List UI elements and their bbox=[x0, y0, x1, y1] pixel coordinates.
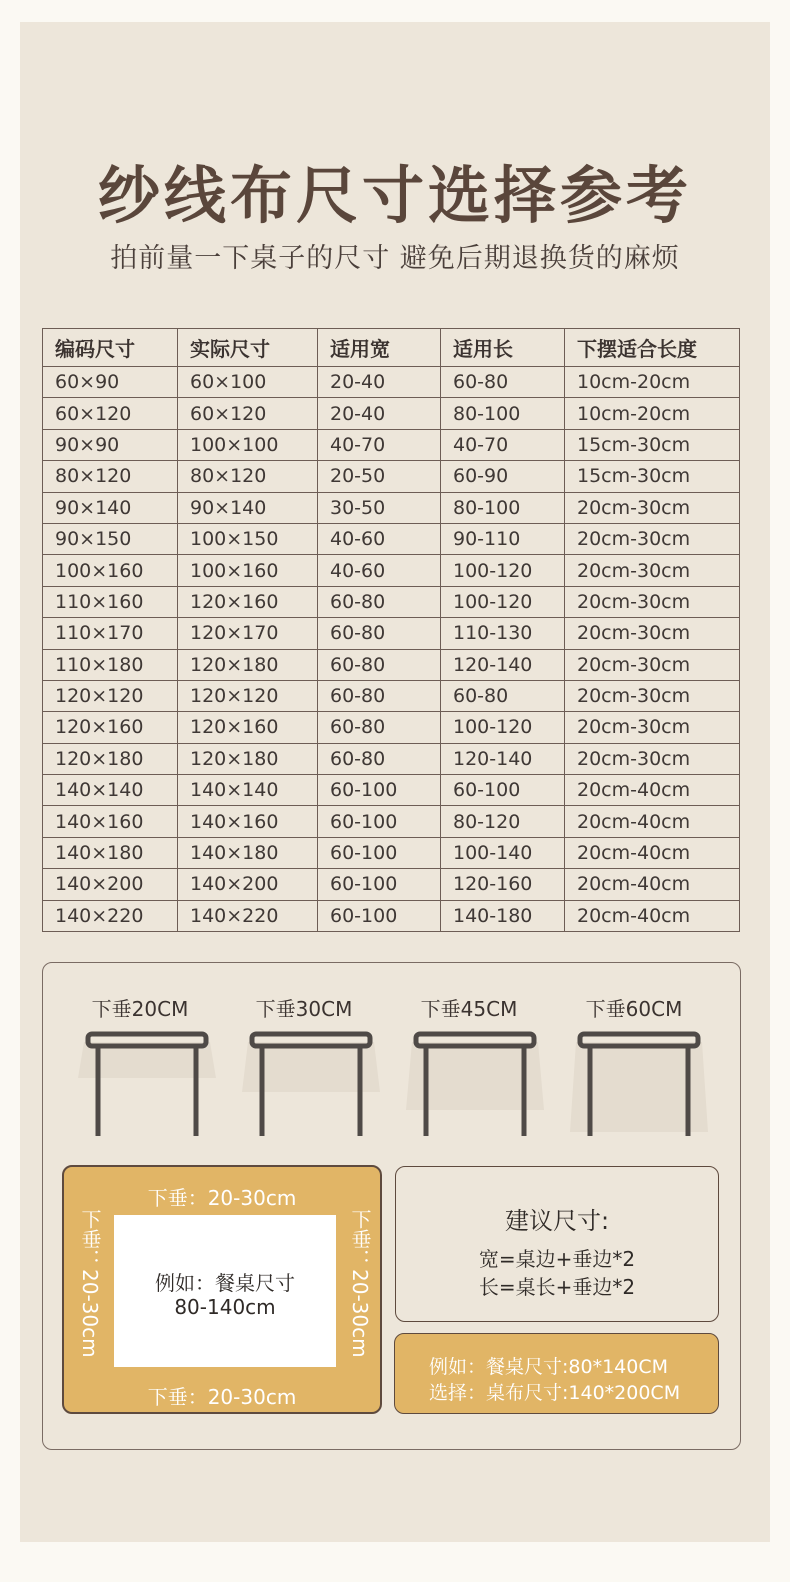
header-actual-size: 实际尺寸 bbox=[178, 329, 318, 367]
table-top-area bbox=[114, 1215, 336, 1367]
cell-code-size: 140×200 bbox=[43, 869, 178, 900]
size-table bbox=[42, 328, 740, 932]
cell-fit-width: 60-80 bbox=[318, 649, 441, 680]
cell-code-size: 90×90 bbox=[43, 429, 178, 460]
cell-actual-size: 120×160 bbox=[178, 712, 318, 743]
cell-code-size: 110×170 bbox=[43, 618, 178, 649]
table-row bbox=[43, 806, 740, 837]
cell-fit-length: 80-100 bbox=[441, 492, 565, 523]
example-selection-box bbox=[394, 1333, 719, 1414]
page-subtitle: 拍前量一下桌子的尺寸 避免后期退换货的麻烦 bbox=[110, 243, 680, 274]
suggested-size-box bbox=[395, 1166, 719, 1322]
cell-hem-length: 10cm-20cm bbox=[565, 367, 740, 398]
drop-label-45: 下垂45CM bbox=[420, 997, 518, 1021]
cell-actual-size: 100×160 bbox=[178, 555, 318, 586]
cell-fit-width: 60-80 bbox=[318, 586, 441, 617]
table-row bbox=[43, 837, 740, 868]
cell-code-size: 80×120 bbox=[43, 461, 178, 492]
header-hem-length: 下摆适合长度 bbox=[565, 329, 740, 367]
cell-actual-size: 60×120 bbox=[178, 398, 318, 429]
table-row bbox=[43, 775, 740, 806]
cell-hem-length: 20cm-30cm bbox=[565, 523, 740, 554]
table-row bbox=[43, 398, 740, 429]
cell-fit-length: 60-100 bbox=[441, 775, 565, 806]
drop-label-20: 下垂20CM bbox=[91, 997, 189, 1021]
cell-hem-length: 20cm-30cm bbox=[565, 555, 740, 586]
cell-fit-length: 120-140 bbox=[441, 743, 565, 774]
cell-hem-length: 10cm-20cm bbox=[565, 398, 740, 429]
cell-hem-length: 20cm-30cm bbox=[565, 680, 740, 711]
cell-fit-width: 60-80 bbox=[318, 712, 441, 743]
cell-fit-width: 60-100 bbox=[318, 900, 441, 931]
cell-code-size: 120×120 bbox=[43, 680, 178, 711]
table-row bbox=[43, 649, 740, 680]
header-fit-length: 适用长 bbox=[441, 329, 565, 367]
cell-hem-length: 20cm-40cm bbox=[565, 806, 740, 837]
table-drop-30-icon bbox=[242, 1028, 382, 1140]
table-row bbox=[43, 492, 740, 523]
suggestion-length-formula: 长=桌长+垂边*2 bbox=[478, 1275, 636, 1299]
drop-label-60: 下垂60CM bbox=[585, 997, 683, 1021]
cell-hem-length: 20cm-30cm bbox=[565, 586, 740, 617]
cell-hem-length: 20cm-30cm bbox=[565, 492, 740, 523]
table-row bbox=[43, 367, 740, 398]
cell-fit-length: 100-120 bbox=[441, 712, 565, 743]
cell-fit-length: 110-130 bbox=[441, 618, 565, 649]
cell-hem-length: 20cm-30cm bbox=[565, 743, 740, 774]
cell-hem-length: 20cm-40cm bbox=[565, 900, 740, 931]
cell-actual-size: 120×180 bbox=[178, 743, 318, 774]
cell-actual-size: 120×160 bbox=[178, 586, 318, 617]
cell-fit-width: 20-50 bbox=[318, 461, 441, 492]
cell-fit-length: 60-80 bbox=[441, 367, 565, 398]
cell-fit-length: 120-140 bbox=[441, 649, 565, 680]
tablecloth-example-diagram bbox=[62, 1165, 382, 1414]
cell-fit-width: 40-70 bbox=[318, 429, 441, 460]
cell-code-size: 110×180 bbox=[43, 649, 178, 680]
cell-hem-length: 15cm-30cm bbox=[565, 461, 740, 492]
cell-actual-size: 60×100 bbox=[178, 367, 318, 398]
table-row bbox=[43, 869, 740, 900]
table-row bbox=[43, 680, 740, 711]
cell-fit-width: 60-80 bbox=[318, 680, 441, 711]
suggestion-title: 建议尺寸: bbox=[504, 1207, 610, 1235]
cell-code-size: 140×160 bbox=[43, 806, 178, 837]
drop-label-30: 下垂30CM bbox=[255, 997, 353, 1021]
cell-code-size: 140×220 bbox=[43, 900, 178, 931]
table-drop-60-icon bbox=[570, 1028, 710, 1140]
cell-fit-length: 100-120 bbox=[441, 586, 565, 617]
cell-fit-width: 40-60 bbox=[318, 555, 441, 586]
suggestion-width-formula: 宽=桌边+垂边*2 bbox=[478, 1247, 636, 1271]
cell-hem-length: 15cm-30cm bbox=[565, 429, 740, 460]
cell-code-size: 90×150 bbox=[43, 523, 178, 554]
cell-fit-width: 60-100 bbox=[318, 806, 441, 837]
table-body bbox=[43, 367, 740, 932]
cell-fit-length: 80-120 bbox=[441, 806, 565, 837]
cell-hem-length: 20cm-40cm bbox=[565, 775, 740, 806]
table-row bbox=[43, 586, 740, 617]
header-fit-width: 适用宽 bbox=[318, 329, 441, 367]
cell-fit-length: 140-180 bbox=[441, 900, 565, 931]
example-center-line1: 例如：餐桌尺寸 bbox=[155, 1271, 295, 1295]
table-drop-20-icon bbox=[78, 1028, 218, 1140]
cell-fit-length: 120-160 bbox=[441, 869, 565, 900]
drop-label-right: 下垂：20-30cm bbox=[348, 1209, 372, 1358]
cell-hem-length: 20cm-40cm bbox=[565, 837, 740, 868]
table-header-row bbox=[43, 329, 740, 367]
cell-actual-size: 100×150 bbox=[178, 523, 318, 554]
cell-code-size: 90×140 bbox=[43, 492, 178, 523]
cell-fit-width: 60-100 bbox=[318, 869, 441, 900]
cell-actual-size: 100×100 bbox=[178, 429, 318, 460]
cell-actual-size: 140×200 bbox=[178, 869, 318, 900]
cell-fit-width: 60-100 bbox=[318, 775, 441, 806]
cell-code-size: 60×120 bbox=[43, 398, 178, 429]
cell-fit-length: 80-100 bbox=[441, 398, 565, 429]
cell-fit-length: 100-140 bbox=[441, 837, 565, 868]
page-title: 纱线布尺寸选择参考 bbox=[97, 159, 692, 232]
table-row bbox=[43, 743, 740, 774]
cell-fit-width: 60-80 bbox=[318, 743, 441, 774]
cell-code-size: 140×180 bbox=[43, 837, 178, 868]
cell-fit-width: 60-100 bbox=[318, 837, 441, 868]
cell-actual-size: 80×120 bbox=[178, 461, 318, 492]
cell-code-size: 60×90 bbox=[43, 367, 178, 398]
cell-actual-size: 140×140 bbox=[178, 775, 318, 806]
table-row bbox=[43, 461, 740, 492]
example-center-line2: 80-140cm bbox=[174, 1295, 276, 1319]
cell-actual-size: 90×140 bbox=[178, 492, 318, 523]
header-code-size: 编码尺寸 bbox=[43, 329, 178, 367]
table-row bbox=[43, 618, 740, 649]
drop-label-left: 下垂：20-30cm bbox=[78, 1209, 102, 1358]
cell-fit-width: 30-50 bbox=[318, 492, 441, 523]
cell-fit-width: 40-60 bbox=[318, 523, 441, 554]
cell-actual-size: 120×120 bbox=[178, 680, 318, 711]
cell-code-size: 100×160 bbox=[43, 555, 178, 586]
example-cloth-size: 选择：桌布尺寸:140*200CM bbox=[429, 1382, 681, 1404]
table-row bbox=[43, 555, 740, 586]
cell-code-size: 120×180 bbox=[43, 743, 178, 774]
cell-code-size: 110×160 bbox=[43, 586, 178, 617]
cell-fit-width: 20-40 bbox=[318, 398, 441, 429]
cell-fit-width: 20-40 bbox=[318, 367, 441, 398]
cell-fit-width: 60-80 bbox=[318, 618, 441, 649]
drop-label-bottom: 下垂：20-30cm bbox=[147, 1385, 297, 1409]
cell-fit-length: 40-70 bbox=[441, 429, 565, 460]
cell-actual-size: 120×170 bbox=[178, 618, 318, 649]
drop-label-top: 下垂：20-30cm bbox=[147, 1186, 297, 1210]
cell-fit-length: 90-110 bbox=[441, 523, 565, 554]
cell-actual-size: 140×160 bbox=[178, 806, 318, 837]
table-drop-45-icon bbox=[406, 1028, 546, 1140]
cell-fit-length: 60-80 bbox=[441, 680, 565, 711]
cell-code-size: 140×140 bbox=[43, 775, 178, 806]
cell-code-size: 120×160 bbox=[43, 712, 178, 743]
cell-hem-length: 20cm-30cm bbox=[565, 712, 740, 743]
cell-hem-length: 20cm-30cm bbox=[565, 649, 740, 680]
table-row bbox=[43, 712, 740, 743]
cell-actual-size: 120×180 bbox=[178, 649, 318, 680]
cell-fit-length: 100-120 bbox=[441, 555, 565, 586]
cell-actual-size: 140×180 bbox=[178, 837, 318, 868]
cell-actual-size: 140×220 bbox=[178, 900, 318, 931]
cell-hem-length: 20cm-40cm bbox=[565, 869, 740, 900]
table-row bbox=[43, 900, 740, 931]
cell-hem-length: 20cm-30cm bbox=[565, 618, 740, 649]
example-table-size: 例如：餐桌尺寸:80*140CM bbox=[429, 1356, 669, 1378]
table-row bbox=[43, 429, 740, 460]
table-row bbox=[43, 523, 740, 554]
cell-fit-length: 60-90 bbox=[441, 461, 565, 492]
